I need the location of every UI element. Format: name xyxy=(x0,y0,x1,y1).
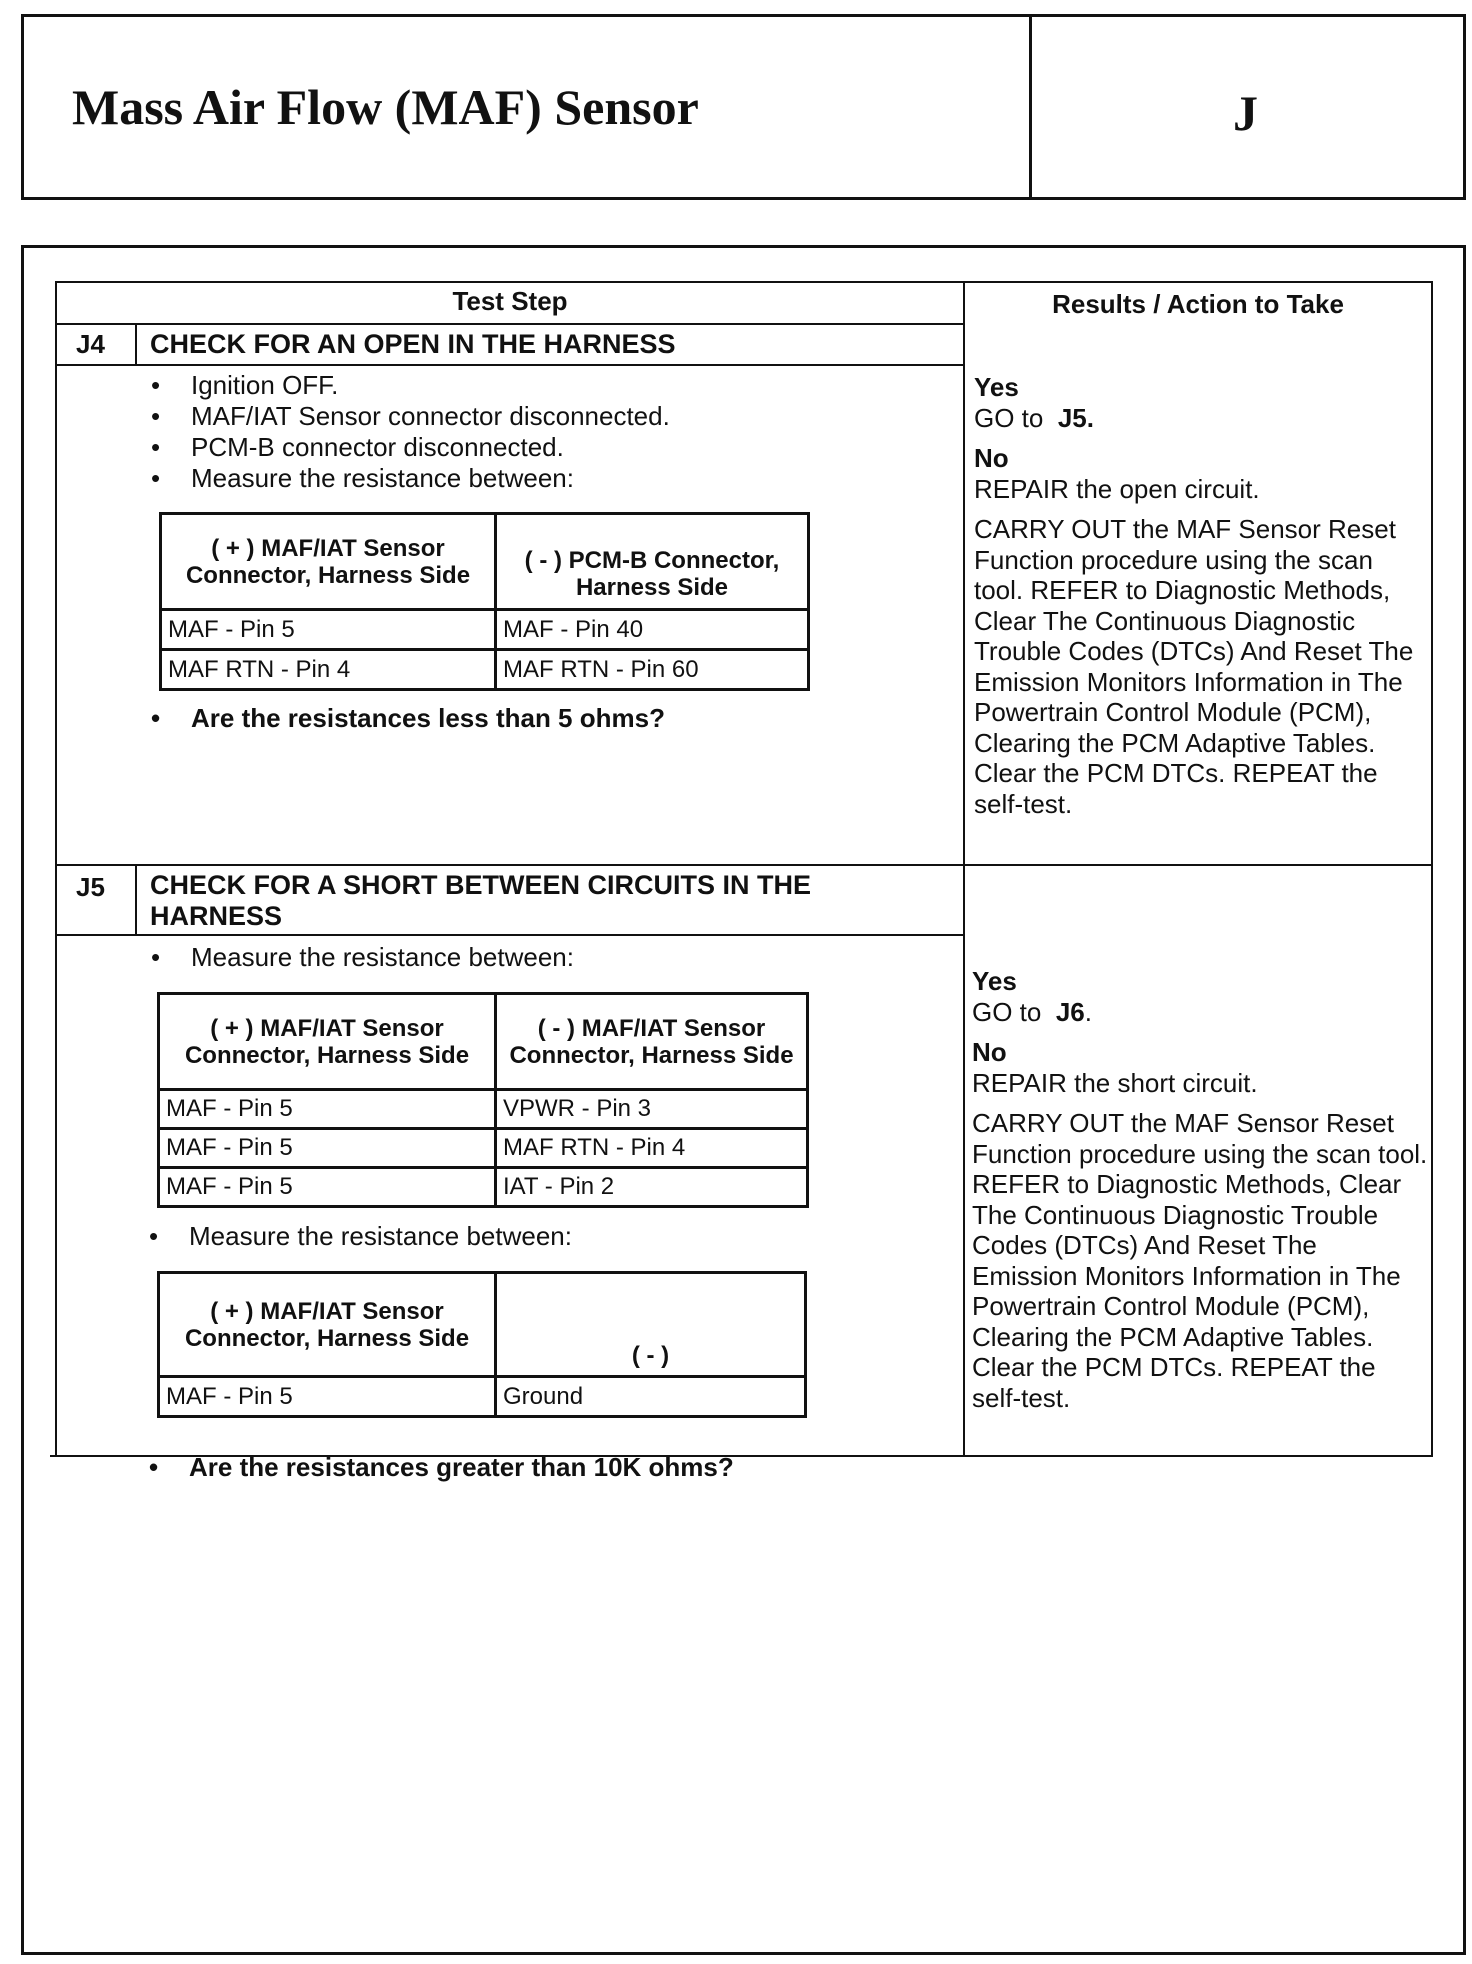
final-action: Clear the PCM DTCs. REPEAT the self-test. xyxy=(972,1352,1376,1413)
table-cell: MAF - Pin 5 xyxy=(161,610,496,650)
table-cell: VPWR - Pin 3 xyxy=(496,1090,808,1129)
table-cell: MAF - Pin 5 xyxy=(159,1090,496,1129)
table-header: ( + ) MAF/IAT Sensor Connector, Harness Side xyxy=(159,994,496,1090)
instruction-list xyxy=(145,942,574,973)
table-cell: MAF RTN - Pin 4 xyxy=(496,1129,808,1168)
section-code: J xyxy=(1233,85,1258,141)
list-item: • Measure the resistance between: xyxy=(143,1221,572,1252)
table-header: ( + ) MAF/IAT Sensor Connector, Harness Side xyxy=(161,514,496,610)
no-label: No xyxy=(972,1037,1007,1067)
table-header: ( - ) xyxy=(496,1273,806,1377)
column-header-results: Results / Action to Take xyxy=(1052,289,1344,319)
step-question: • Are the resistances less than 5 ohms? xyxy=(145,703,1472,734)
table-cell: MAF RTN - Pin 60 xyxy=(496,650,809,690)
instruction-list xyxy=(143,1221,572,1252)
table-header: ( - ) PCM-B Connector, Harness Side xyxy=(496,514,809,610)
table-cell: Ground xyxy=(496,1377,806,1417)
list-item: • Ignition OFF. xyxy=(145,370,670,401)
ground-resistance-table xyxy=(157,1271,807,1418)
page-title: Mass Air Flow (MAF) Sensor xyxy=(72,79,699,135)
table-header: ( + ) MAF/IAT Sensor Connector, Harness Side xyxy=(159,1273,496,1377)
table-cell: MAF - Pin 5 xyxy=(159,1377,496,1417)
yes-target: J6 xyxy=(1055,996,1085,1027)
no-action: REPAIR the short circuit. xyxy=(972,1067,1258,1098)
table-cell: MAF RTN - Pin 4 xyxy=(161,650,496,690)
followup-action: CARRY OUT the MAF Sensor Reset Function procedure using the scan tool. REFER to Diagnostic Methods, Clear The Continuous Diagnostic Trouble Codes (DTCs) And Reset The Emission Monitors Information in The Powertrain Control Module (PCM), Clearing the PCM Adaptive Tables. xyxy=(972,1108,1428,1352)
results-panel: Yes GO to J5. No REPAIR the open circuit. CARRY OUT the MAF Sensor Reset Function procedure using the scan tool. REFER to Diagnostic Methods, Clear The Continuous Diagnostic Trouble Codes (DTCs) And Reset The Emission Monitors Information in The Powertrain Control Module (PCM), Clearing the PCM Adaptive Tables. Clear the PCM DTCs. REPEAT the self-test. xyxy=(974,372,1429,819)
yes-target: J5 xyxy=(1057,402,1087,433)
followup-action: CARRY OUT the MAF Sensor Reset Function procedure using the scan tool. REFER to Diagnostic Methods, Clear The Continuous Diagnostic Trouble Codes (DTCs) And Reset The Emission Monitors Information in The Powertrain Control Module (PCM), Clearing the PCM Adaptive Tables. xyxy=(974,514,1414,758)
list-item: • Measure the resistance between: xyxy=(145,463,670,494)
list-item: • MAF/IAT Sensor connector disconnected. xyxy=(145,401,670,432)
list-item: • PCM-B connector disconnected. xyxy=(145,432,670,463)
step-id: J4 xyxy=(76,329,105,359)
yes-action: GO to xyxy=(972,996,1042,1027)
table-cell: MAF - Pin 5 xyxy=(159,1129,496,1168)
yes-label: Yes xyxy=(974,372,1019,402)
no-label: No xyxy=(974,443,1009,473)
yes-action: GO to xyxy=(974,402,1044,433)
list-item: • Measure the resistance between: xyxy=(145,942,574,973)
instruction-list xyxy=(145,370,670,494)
table-header: ( - ) MAF/IAT Sensor Connector, Harness Side xyxy=(496,994,808,1090)
no-action: REPAIR the open circuit. xyxy=(974,473,1260,504)
resistance-table xyxy=(159,512,810,691)
final-action: Clear the PCM DTCs. REPEAT the self-test. xyxy=(974,758,1378,819)
resistance-table xyxy=(157,992,809,1208)
table-cell: MAF - Pin 40 xyxy=(496,610,809,650)
step-question: • Are the resistances greater than 10K ohms? xyxy=(143,1452,1472,1483)
column-header-test-step: Test Step xyxy=(452,286,568,316)
table-cell: MAF - Pin 5 xyxy=(159,1168,496,1207)
yes-label: Yes xyxy=(972,966,1017,996)
step-id: J5 xyxy=(76,872,105,902)
table-cell: IAT - Pin 2 xyxy=(496,1168,808,1207)
step-title: CHECK FOR AN OPEN IN THE HARNESS xyxy=(150,329,676,359)
results-panel: Yes GO to J6. No REPAIR the short circuit. CARRY OUT the MAF Sensor Reset Function procedure using the scan tool. REFER to Diagnostic Methods, Clear The Continuous Diagnostic Trouble Codes (DTCs) And Reset The Emission Monitors Information in The Powertrain Control Module (PCM), Clearing the PCM Adaptive Tables. Clear the PCM DTCs. REPEAT the self-test. xyxy=(972,966,1428,1413)
step-title: CHECK FOR A SHORT BETWEEN CIRCUITS IN THE HARNESS xyxy=(150,870,811,931)
